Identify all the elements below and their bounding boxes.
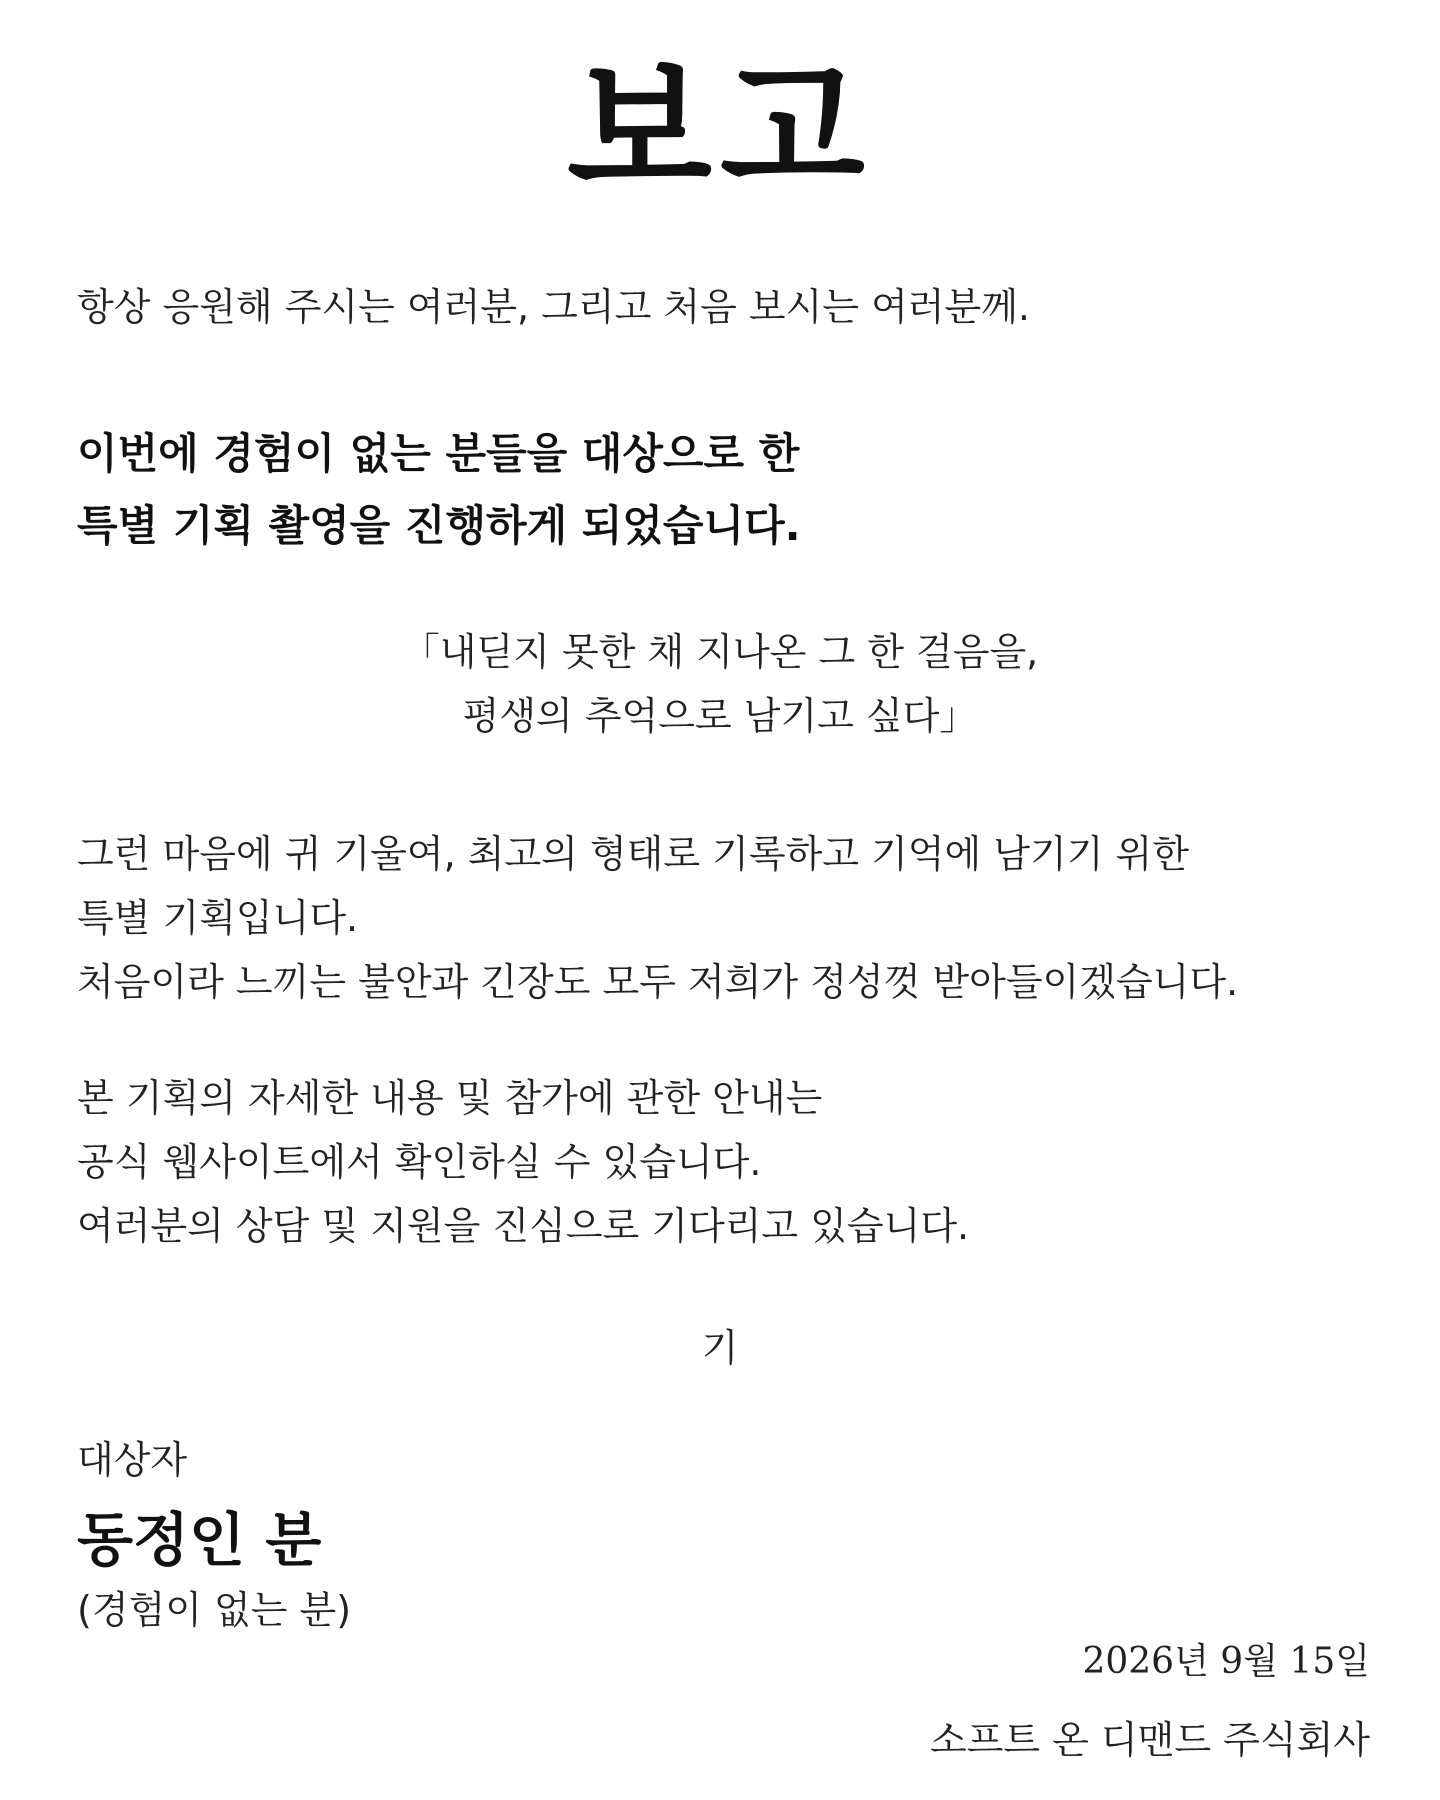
paragraph-line: 본 기획의 자세한 내용 및 참가에 관한 안내는: [77, 1076, 823, 1120]
greeting-text: 항상 응원해 주시는 여러분, 그리고 처음 보시는 여러분께.: [77, 285, 1030, 329]
paragraph-line: 공식 웹사이트에서 확인하실 수 있습니다.: [77, 1140, 762, 1184]
paragraph-line: 그런 마음에 귀 기울여, 최고의 형태로 기록하고 기억에 남기기 위한: [77, 832, 1189, 876]
paragraph-line: 처음이라 느끼는 불안과 긴장도 모두 저희가 정성껏 받아들이겠습니다.: [77, 960, 1239, 1004]
quote-line: 평생의 추억으로 남기고 싶다」: [462, 694, 978, 738]
headline-line: 이번에 경험이 없는 분들을 대상으로 한: [77, 429, 800, 478]
paragraph-line: 여러분의 상담 및 지원을 진심으로 기다리고 있습니다.: [77, 1204, 970, 1248]
company-name: 소프트 온 디맨드 주식회사: [929, 1718, 1370, 1762]
quote-block: [0, 620, 1440, 748]
page-title: 보고: [567, 42, 873, 218]
headline-line: 특별 기획 촬영을 진행하게 되었습니다.: [77, 501, 801, 550]
closing-mark: 기: [701, 1326, 739, 1370]
paragraph-line: 특별 기획입니다.: [77, 896, 359, 940]
recipient-label: 대상자: [77, 1438, 188, 1482]
body-paragraph-2: [77, 1066, 969, 1258]
recipient-note: (경험이 없는 분): [77, 1588, 352, 1632]
issue-date: 2026년 9월 15일: [1082, 1641, 1370, 1682]
recipient-name: 동정인 분: [77, 1506, 322, 1574]
headline: [77, 418, 801, 562]
quote-line: 「내딛지 못한 채 지나온 그 한 걸음을,: [401, 630, 1039, 674]
body-paragraph-1: [77, 822, 1238, 1014]
